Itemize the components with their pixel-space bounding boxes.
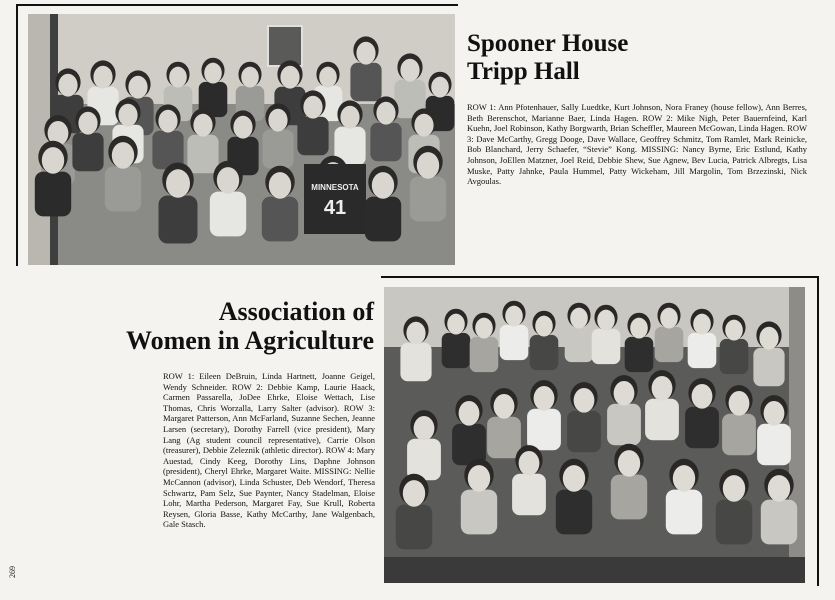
spooner-title-line1: Spooner House bbox=[467, 30, 629, 57]
awa-group-photo bbox=[384, 287, 805, 583]
photo-person bbox=[262, 103, 293, 168]
photo-person bbox=[407, 410, 441, 480]
photo-person bbox=[565, 303, 594, 362]
photo-person bbox=[716, 469, 752, 545]
photo-person bbox=[461, 459, 497, 535]
photo-person bbox=[530, 311, 559, 370]
photo-person bbox=[625, 313, 654, 372]
photo-person bbox=[410, 146, 446, 222]
spooner-house-title bbox=[467, 30, 628, 85]
photo-person bbox=[527, 380, 561, 450]
awa-title-line2: Women in Agriculture bbox=[126, 325, 374, 355]
photo-person bbox=[685, 378, 719, 448]
photo-person bbox=[187, 108, 218, 173]
awa-caption: ROW 1: Eileen DeBruin, Linda Hartnett, Joanne Geigel, Wendy Schneider. ROW 2: Debbie Kamp, Laurie Haack, Carmen Passarella, JoDee Ehrke, Eloise Wettach, Lise Thomas, Chris Worzalla, Larry Salter (advisor). ROW 3: Margaret Patterson, Ann McFarland, Suzanne Sechen, Jeanne Larsen (secretary), Dorothy Farrell (vice president), Mary Lang (Ag student council representative), Carrie Olson (treasurer), Debbie Zeleznik (athletic director). ROW 4: Mary Auestad, Cindy Keeg, Dorothy Lins, Daphne Johnson (president), Cheryl Ehrke, Margaret Waite. MISSING: Nellie McCannon (advisor), Linda Schuster, Deb Wendorf, Theresa Schwartz, Pam Selz, Sue Paynter, Nancy Stadelman, Eloise Lohr, Martha Pederson, Margaret Fay, Sue Krull, Roberta Reysen, Gloria Basse, Kathy McCarthy, Jane Walgenbach, Gale Stasch. bbox=[163, 371, 375, 530]
photo-person bbox=[365, 166, 401, 242]
photo-person bbox=[487, 388, 521, 458]
photo-person bbox=[394, 53, 425, 118]
photo-person bbox=[350, 36, 381, 101]
photo-person bbox=[370, 96, 401, 161]
awa-photo-illustration bbox=[384, 287, 805, 583]
photo-person bbox=[607, 375, 641, 445]
photo-person bbox=[592, 305, 621, 364]
photo-person bbox=[720, 315, 749, 374]
spooner-house-group-photo bbox=[28, 14, 455, 265]
svg-text:MINNESOTA: MINNESOTA bbox=[311, 183, 359, 192]
svg-text:41: 41 bbox=[323, 197, 347, 219]
photo-person bbox=[666, 459, 702, 535]
page-number: 269 bbox=[8, 566, 17, 578]
photo-person bbox=[753, 321, 784, 386]
photo-person bbox=[400, 316, 431, 381]
photo-person bbox=[512, 445, 546, 515]
football-jersey bbox=[304, 164, 366, 234]
photo-person bbox=[199, 58, 228, 117]
photo-person bbox=[556, 459, 592, 535]
photo-person bbox=[722, 385, 756, 455]
photo-person bbox=[262, 166, 298, 242]
photo-person bbox=[757, 395, 791, 465]
photo-person bbox=[396, 474, 432, 550]
photo-person bbox=[334, 100, 365, 165]
photo-person bbox=[105, 136, 141, 212]
spooner-house-caption: ROW 1: Ann Pfotenhauer, Sally Luedtke, Kurt Johnson, Nora Franey (house fellow), Ann Berres, Beth Berenschot, Marianne Baer, Linda Hagen. ROW 2: Mike Nigh, Peter Bauernfeind, Karl Kuehn, Joel Robinson, Kathy Borgwarth, Brian Scheffler, Maureen McGowan, Linda Hagen. ROW 3: Dave McCarthy, Gregg Dooge, Dave Wallace, Geoffrey Schmitz, Tom Ramlet, Mark Reinicke, Bob Blanchard, Jerry Schaefer, “Stevie” Kong. MISSING: Nancy Byrne, Eric Estlund, Kathy Johnson, JoEllen Matzner, Joel Reid, Debbie Shew, Sue Agnew, Bev Lucia, Patrick Albregts, Lisa Muske, Patty Jahnke, Paula Hummel, Patty Wickeham, Jill Margolin, Tom Brzezinski, Nick Avgoulas. bbox=[467, 102, 807, 187]
photo-person bbox=[500, 301, 529, 360]
photo-person bbox=[210, 161, 246, 237]
photo-person bbox=[152, 104, 183, 169]
photo-person bbox=[611, 444, 647, 520]
photo-person bbox=[688, 309, 717, 368]
photo-person bbox=[442, 309, 471, 368]
spooner-title-line2: Tripp Hall bbox=[467, 57, 580, 85]
photo-person bbox=[645, 370, 679, 440]
photo-person bbox=[72, 106, 103, 171]
photo-person bbox=[567, 382, 601, 452]
photo-person bbox=[452, 395, 486, 465]
photo-person bbox=[297, 90, 328, 155]
photo-person bbox=[159, 163, 198, 244]
photo-person bbox=[655, 303, 684, 362]
photo-person bbox=[35, 141, 71, 217]
photo-person bbox=[761, 469, 797, 545]
awa-title-line1: Association of bbox=[218, 297, 374, 326]
awa-title bbox=[82, 298, 374, 355]
spooner-photo-illustration bbox=[28, 14, 455, 265]
photo-person bbox=[470, 313, 499, 372]
